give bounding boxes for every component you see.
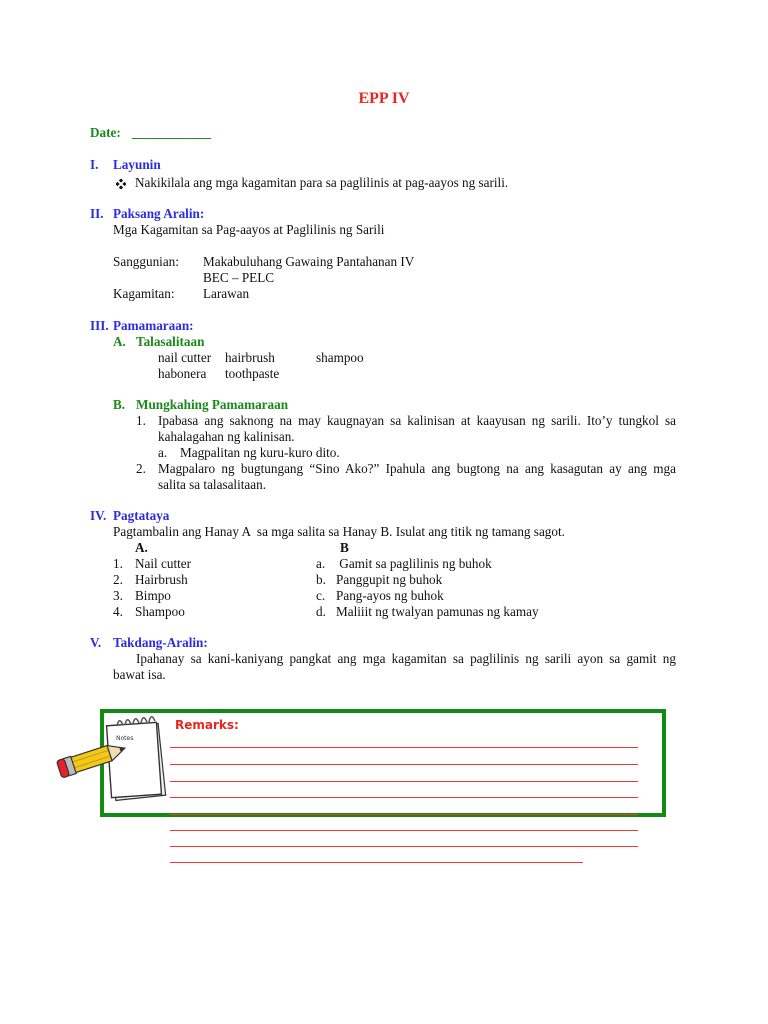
notepad-label: Notes	[116, 735, 134, 742]
notepad-pencil-icon	[55, 712, 170, 804]
column-b-item: Gamit sa paglilinis ng buhok	[336, 556, 492, 571]
step-2-number: 2.	[136, 461, 146, 476]
page-title: EPP IV	[358, 90, 410, 107]
column-a-item: Nail cutter	[135, 556, 192, 571]
section-4-numeral: IV.	[90, 508, 107, 523]
column-b-item: Panggupit ng buhok	[336, 572, 443, 587]
section-4-heading: Pagtataya	[113, 508, 170, 523]
remark-line	[170, 862, 583, 863]
remark-line	[170, 781, 638, 782]
section-2-heading: Paksang Aralin:	[113, 206, 205, 221]
remarks-label: Remarks:	[175, 718, 239, 732]
remark-line	[170, 830, 638, 831]
column-b-item: Maliiit ng twalyan pamunas ng kamay	[336, 604, 539, 619]
section-5-numeral: V.	[90, 635, 102, 650]
vocab-item: nail cutter	[158, 350, 212, 365]
sanggunian-value-2: BEC – PELC	[203, 270, 275, 285]
step-1-line-2: kahalagahan ng kalinisan.	[158, 429, 295, 444]
section-3-heading: Pamamaraan:	[113, 318, 194, 333]
column-a-number: 2.	[113, 572, 123, 587]
column-b-item: Pang-ayos ng buhok	[336, 588, 444, 603]
kagamitan-value: Larawan	[203, 286, 250, 301]
section-5-heading: Takdang-Aralin:	[113, 635, 208, 650]
column-a-item: Shampoo	[135, 604, 185, 619]
column-a-number: 1.	[113, 556, 123, 571]
remark-line	[170, 846, 638, 847]
subsection-a-heading: Talasalitaan	[136, 334, 205, 349]
vocab-item: hairbrush	[225, 350, 275, 365]
step-1a-text: Magpalitan ng kuru-kuro dito.	[180, 445, 340, 460]
sanggunian-value-1: Makabuluhang Gawaing Pantahanan IV	[203, 254, 415, 269]
remark-line	[170, 764, 638, 765]
objective-text: Nakikilala ang mga kagamitan para sa paglilinis at pag-aayos ng sarili.	[135, 175, 509, 190]
date-label: Date:	[90, 125, 121, 140]
subsection-b-heading: Mungkahing Pamamaraan	[136, 397, 289, 412]
column-a-item: Hairbrush	[135, 572, 188, 587]
section-3-numeral: III.	[90, 318, 109, 333]
vocab-item: habonera	[158, 366, 207, 381]
date-blank: ____________	[132, 125, 212, 140]
column-b-letter: b.	[316, 572, 326, 587]
assignment-line-2: bawat isa.	[113, 667, 166, 682]
remark-line	[170, 747, 638, 748]
remark-line	[170, 797, 638, 798]
column-b-header: B	[340, 540, 349, 555]
topic-text: Mga Kagamitan sa Pag-aayos at Paglilinis ng Sarili	[113, 222, 385, 237]
subsection-a-letter: A.	[113, 334, 126, 349]
step-1-line-1: Ipabasa ang saknong na may kaugnayan sa kalinisan at kaayusan ng sarili. Ito’y tungkol sa	[158, 413, 676, 428]
step-1-number: 1.	[136, 413, 146, 428]
step-2-line-1: Magpalaro ng bugtungang “Sino Ako?” Ipahula ang bugtong na ang kasagutan ay ang mga	[158, 461, 676, 476]
column-a-header: A.	[135, 540, 148, 555]
column-b-letter: d.	[316, 604, 326, 619]
vocab-item: shampoo	[316, 350, 364, 365]
assignment-line-1: Ipahanay sa kani-kaniyang pangkat ang mga kagamitan sa paglilinis ng sarili ayon sa gamit ng	[136, 651, 676, 666]
step-1a-letter: a.	[158, 445, 168, 460]
column-a-item: Bimpo	[135, 588, 171, 603]
remark-line	[170, 814, 638, 815]
column-a-number: 4.	[113, 604, 123, 619]
vocab-item: toothpaste	[225, 366, 280, 381]
section-2-numeral: II.	[90, 206, 104, 221]
column-b-letter: a.	[316, 556, 326, 571]
matching-instruction: Pagtambalin ang Hanay A sa mga salita sa Hanay B. Isulat ang titik ng tamang sagot.	[113, 524, 565, 539]
section-1-numeral: I.	[90, 157, 99, 172]
sanggunian-label: Sanggunian:	[113, 254, 179, 269]
step-2-line-2: salita sa talasalitaan.	[158, 477, 267, 492]
subsection-b-letter: B.	[113, 397, 126, 412]
section-1-heading: Layunin	[113, 157, 161, 172]
kagamitan-label: Kagamitan:	[113, 286, 175, 301]
column-b-letter: c.	[316, 588, 326, 603]
diamond-bullet-icon	[116, 176, 126, 186]
column-a-number: 3.	[113, 588, 123, 603]
